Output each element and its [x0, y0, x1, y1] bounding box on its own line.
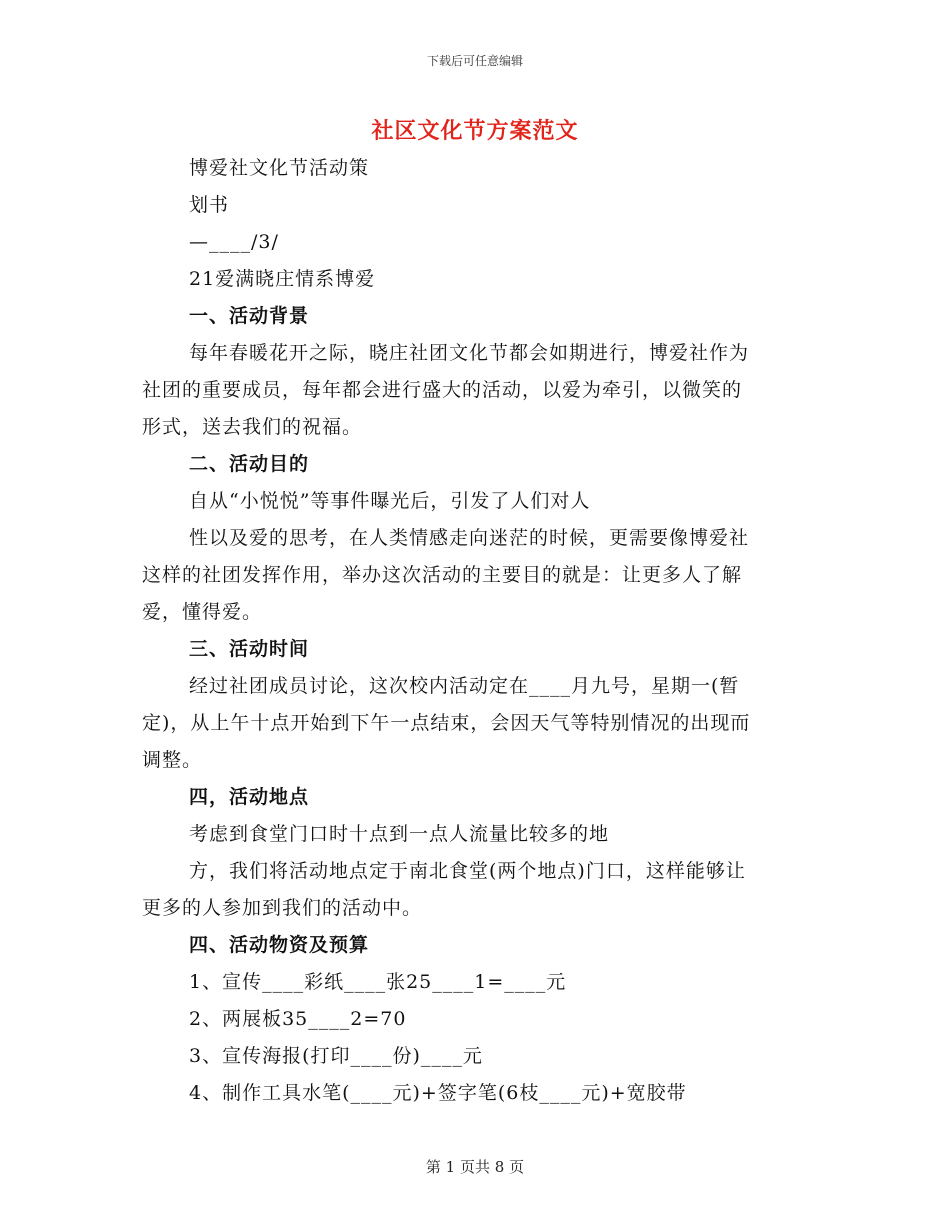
list-item: 3、宣传海报(打印____份)____元 — [189, 1045, 483, 1067]
section-heading: 一、活动背景 — [189, 305, 310, 327]
paragraph-line: 这样的社团发挥作用，举办这次活动的主要目的就是：让更多人了解 — [142, 564, 743, 586]
text-line: —____/3/ — [189, 231, 279, 253]
paragraph-line: 考虑到食堂门口时十点到一点人流量比较多的地 — [189, 823, 610, 845]
page-header: 下载后可任意编辑 — [426, 54, 523, 68]
section-heading: 二、活动目的 — [189, 453, 310, 475]
text-line: 博爱社文化节活动策 — [189, 157, 370, 179]
section-heading: 三、活动时间 — [189, 638, 310, 660]
paragraph-line: 每年春暖花开之际，晓庄社团文化节都会如期进行，博爱社作为 — [189, 342, 750, 364]
page-footer: 第 1 页共 8 页 — [425, 1158, 525, 1176]
paragraph-line: 调整。 — [142, 749, 203, 771]
paragraph-line: 性以及爱的思考，在人类情感走向迷茫的时候，更需要像博爱社 — [189, 527, 750, 549]
paragraph-line: 方，我们将活动地点定于南北食堂(两个地点)门口，这样能够让 — [189, 860, 746, 882]
paragraph-line: 自从“小悦悦”等事件曝光后，引发了人们对人 — [189, 490, 591, 512]
paragraph-line: 定)，从上午十点开始到下午一点结束，会因天气等特别情况的出现而 — [142, 712, 751, 734]
paragraph-line: 形式，送去我们的祝福。 — [142, 416, 363, 438]
paragraph-line: 爱，懂得爱。 — [142, 601, 263, 623]
list-item: 2、两展板35____2=70 — [189, 1008, 407, 1030]
paragraph-line: 社团的重要成员，每年都会进行盛大的活动，以爱为牵引，以微笑的 — [142, 379, 743, 401]
document-body — [142, 150, 810, 1112]
paragraph-line: 更多的人参加到我们的活动中。 — [142, 897, 423, 919]
paragraph-line: 经过社团成员讨论，这次校内活动定在____月九号，星期一(暂 — [189, 675, 740, 697]
text-line: 21爱满晓庄情系博爱 — [189, 268, 376, 290]
document-title: 社区文化节方案范文 — [371, 118, 579, 144]
text-line: 划书 — [189, 194, 230, 216]
section-heading: 四、活动物资及预算 — [189, 934, 370, 956]
section-heading: 四，活动地点 — [189, 786, 310, 808]
list-item: 4、制作工具水笔(____元)+签字笔(6枝____元)+宽胶带 — [189, 1082, 687, 1104]
list-item: 1、宣传____彩纸____张25____1=____元 — [189, 971, 567, 993]
